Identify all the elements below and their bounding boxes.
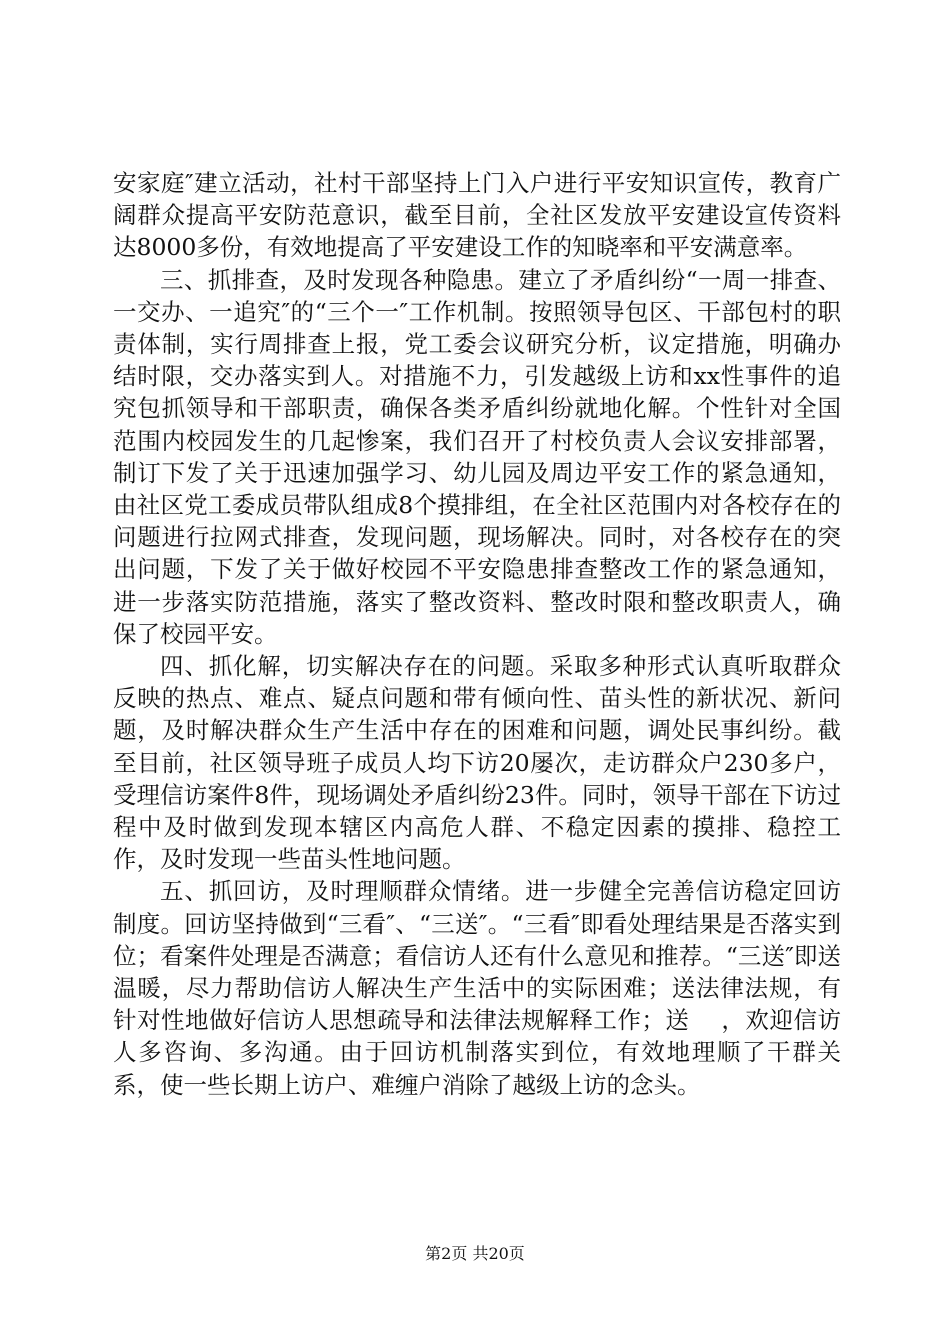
paragraph-section-five: 五、抓回访，及时理顺群众情绪。进一步健全完善信访稳定回访制度。回访坚持做到“三看″、“三送″。“三看″即看处理结果是否落实到位；看案件处理是否满意；看信访人还有什么意见和推荐。“三送″即送温暖，尽力帮助信访人解决生产生活中的实际困难；送法律法规，有针对性地做好信访人思想疏导和法律法规解释工作；送 ，欢迎信访人多咨询、多沟通。由于回访机制落实到位，有效地理顺了干群关系，使一些长期上访户、难缠户消除了越级上访的念头。 (113, 877, 841, 1099)
paragraph-continuation: 安家庭″建立活动，社村干部坚持上门入户进行平安知识宣传，教育广阔群众提高平安防范意识，截至目前，全社区发放平安建设宣传资料达8000多份，有效地提高了平安建设工作的知晓率和平安满意率。 (113, 169, 841, 262)
paragraph-section-four: 四、抓化解，切实解决存在的问题。采取多种形式认真听取群众反映的热点、难点、疑点问题和带有倾向性、苗头性的新状况、新问题，及时解决群众生产生活中存在的困难和问题，调处民事纠纷。截至目前，社区领导班子成员人均下访20屡次，走访群众户230多户，受理信访案件8件，现场调处矛盾纠纷23件。同时，领导干部在下访过程中及时做到发现本辖区内高危人群、不稳定因素的摸排、稳控工作，及时发现一些苗头性地问题。 (113, 652, 841, 874)
document-body (113, 167, 841, 1101)
page-number-footer: 第2页 共20页 (425, 1244, 525, 1263)
paragraph-section-three: 三、抓排查，及时发现各种隐患。建立了矛盾纠纷“一周一排查、一交办、一追究″的“三个一″工作机制。按照领导包区、干部包村的职责体制，实行周排查上报，党工委会议研究分析，议定措施，明确办结时限，交办落实到人。对措施不力，引发越级上访和xx性事件的追究包抓领导和干部职责，确保各类矛盾纠纷就地化解。个性针对全国范围内校园发生的几起惨案，我们召开了村校负责人会议安排部署，制订下发了关于迅速加强学习、幼儿园及周边平安工作的紧急通知，由社区党工委成员带队组成8个摸排组，在全社区范围内对各校存在的问题进行拉网式排查，发现问题，现场解决。同时，对各校存在的突出问题，下发了关于做好校园不平安隐患排查整改工作的紧急通知，进一步落实防范措施，落实了整改资料、整改时限和整改职责人，确保了校园平安。 (113, 265, 841, 648)
